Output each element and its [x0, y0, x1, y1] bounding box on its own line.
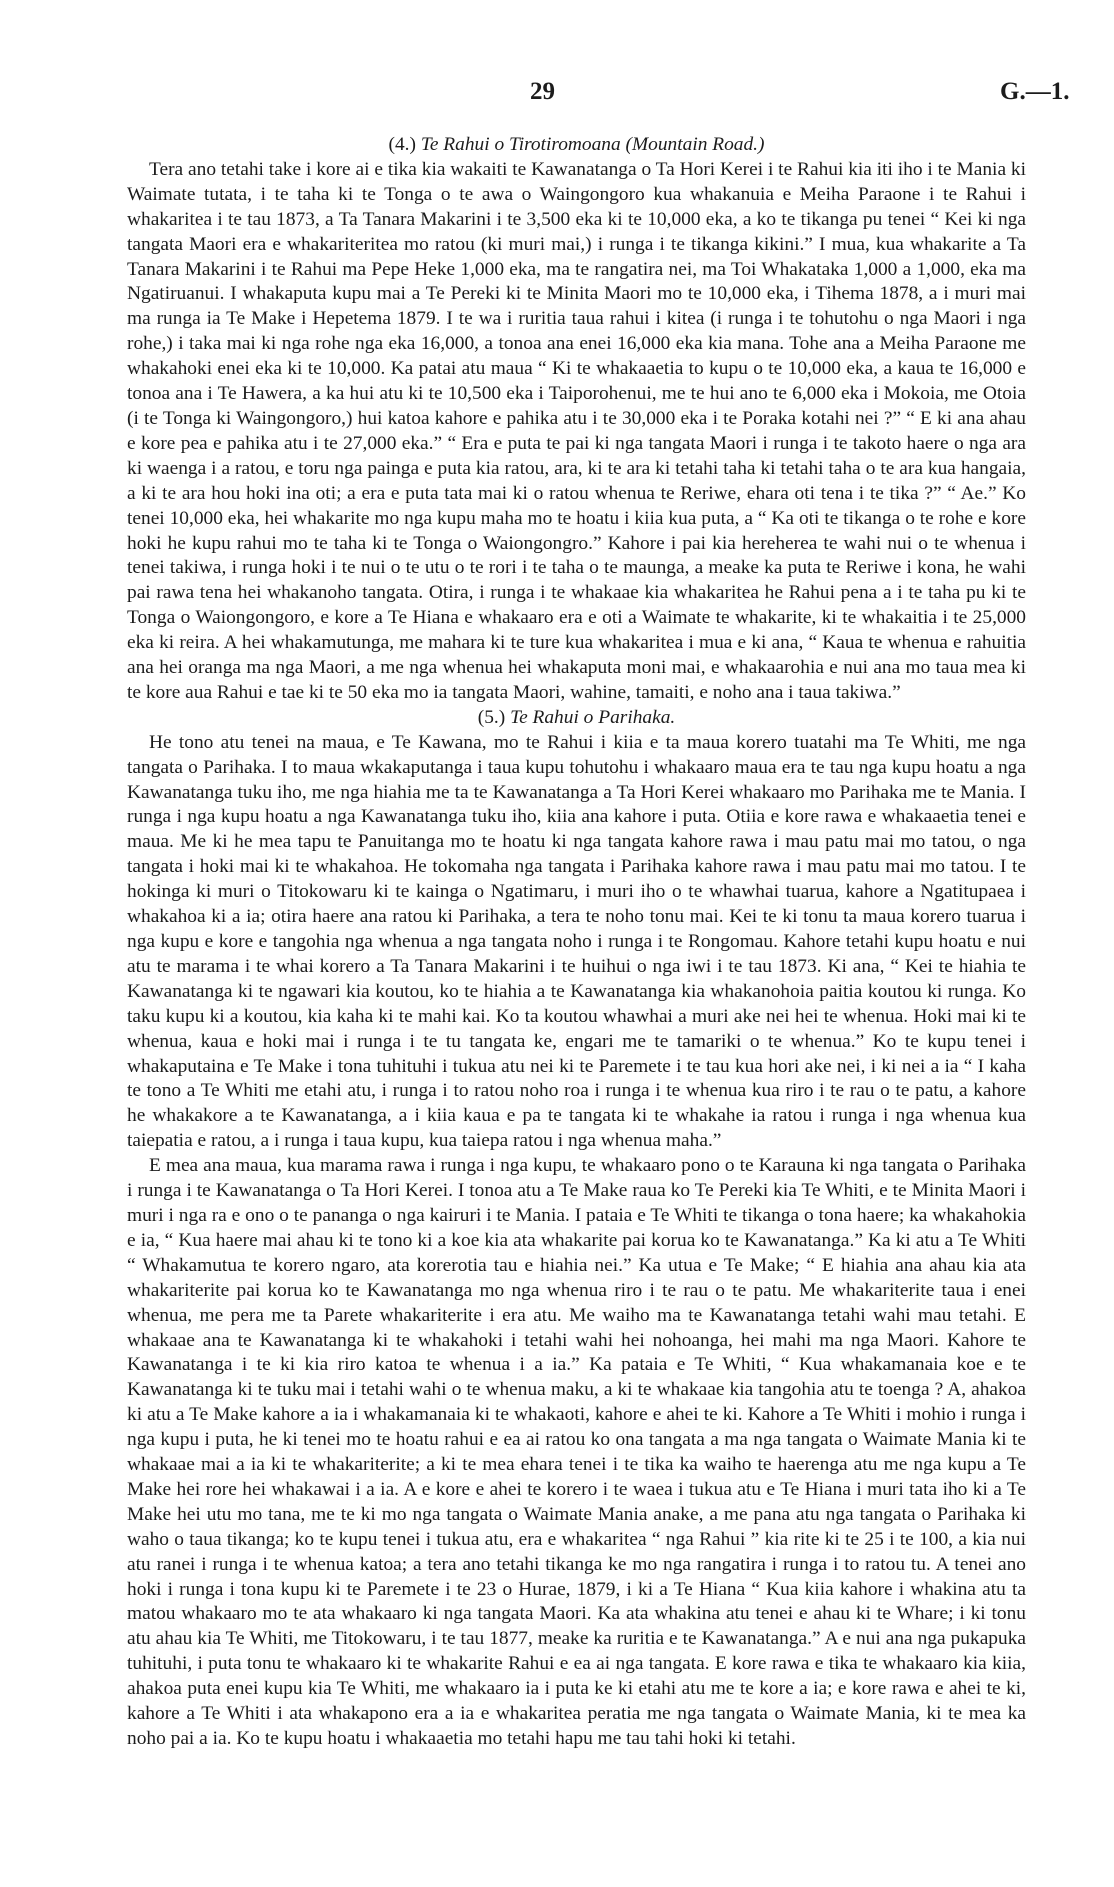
- section-heading-5: [127, 706, 1026, 731]
- section-number: (5.): [477, 706, 506, 728]
- paragraph: E mea ana maua, kua marama rawa i runga i nga kupu, te whakaaro pono o te Karauna ki nga tangata o Parihaka i runga i te Kawanatanga o Ta Hori Kerei. I tonoa atu a Te Make raua ko Te Pereki kia Te Whiti, e te Minita Maori i muri i nga ra e ono o te pananga o nga kairuri i te Mania. I pataia e Te Whiti te tikanga o tona haere; ka whakahokia e ia, “ Kua haere mai ahau ki te tono ki a koe kia ata whakarite pai korua ko te Kawanatanga.” Ka ki atu a Te Whiti “ Whakamutua te korero ngaro, ata korerotia tau e hiahia nei.” Ka utua e Te Make; “ E hiahia ana ahau kia ata whakariterite pai korua ko te Kawanatanga mo nga whenua riro i te rau o te patu. Me whakariterite taua i enei whenua, me pera me ta Parete whakariterite i era atu. Me waiho ma te Kawanatanga tetahi wahi mau tetahi. E whakaae ana te Kawanatanga ki te whakahoki i tetahi wahi hei nohoanga, hei mahi ma nga Maori. Kahore te Kawanatanga i te ki kia riro katoa te whenua i a ia.” Ka pataia e Te Whiti, “ Kua whakamanaia koe e te Kawanatanga ki te tuku mai i tetahi wahi o te whenua maku, a ki te whakaae kia tangohia atu te toenga ? A, ahakoa ki atu a Te Make kahore a ia i whakamanaia ki te whakaoti, kahore e ahei te ki. Kahore a Te Whiti i mohio i runga i nga kupu i puta, he ki tenei mo te hoatu rahui e ea ai ratou ko ona tangata a ma nga tangata o Waimate Mania ki te whakaae mai a ia ki te whakariterite; a ki te mea ehara tenei i te tika ka waiho te haerenga atu me nga kupu a Te Make hei rore hei whakawai i a ia. A e kore e ahei te korero i te waea i tukua atu e Te Hiana i muri tata iho ki a Te Make hei utu mo tana, me te ki mo nga tangata o Waimate Mania anake, a me pana atu nga tangata o Parihaka ki waho o taua tikanga; ko te kupu tenei i tukua atu, era e whakaritea “ nga Rahui ” kia rite ki te 25 i te 100, a kia nui atu ranei i runga i te whenua katoa; a tera ano tetahi tikanga ke mo nga rangatira i runga i to ratou tu. A tenei ano hoki i runga i tona kupu ki te Paremete i te 23 o Hurae, 1879, i ki a Te Hiana “ Kua kiia kahore i whakina atu ta matou whakaaro mo te ata whakaaro ki nga tangata Maori. Ka ata whakina atu tenei e ahau ki te Whare; i ki tonu atu ahau kia Te Whiti, me Titokowaru, i te tau 1877, meake ka ruritia e te Kawanatanga.” A e nui ana nga pukapuka tuhituhi, i puta tonu te whakaaro ki te whakarite Rahui e ea ai nga tangata. E kore rawa e tika te whakaaro kia kiia, ahakoa puta enei kupu kia Te Whiti, me whakaaro ia i puta ke ki etahi atu me te kore a ia; e kore rawa e ahei te ki, kahore a Te Whiti i ata whakapono era a ia e whakaritea peratia me nga tangata o Waimate Mania, ki te mea ka noho pai a ia. Ko te kupu hoatu i whakaaetia mo tetahi hapu me tau tahi hoki ki tetahi.: [127, 1155, 1026, 1749]
- document-reference: G.—1.: [1000, 78, 1070, 105]
- document-body: [127, 133, 1026, 1752]
- section-title: Te Rahui o Tirotiromoana (Mountain Road.): [420, 134, 765, 155]
- section-heading-4: [127, 133, 1026, 158]
- section-number: (4.): [388, 134, 416, 155]
- paragraph: He tono atu tenei na maua, e Te Kawana, mo te Rahui i kiia e ta maua korero tuatahi ma Te Whiti, me nga tangata o Parihaka. I to maua wkakaputanga i taua kupu tohutohu i whakaaro maua era te tau nga kupu hoatu a nga Kawanatanga tuku iho, me nga hiahia me ta te Kawanatanga a Ta Hori Kerei whakaaro mo Parihaka me te Mania. I runga i nga kupu hoatu a nga Kawanatanga tuku iho, kiia ana kahore i puta. Otiia e kore rawa e whakaaetia tenei e maua. Me ki he mea tapu te Panuitanga mo te hoatu ki nga tangata kahore rawa i mau patu mai mo tatou, o nga tangata i hoki mai ki te whakahoa. He tokomaha nga tangata i Parihaka kahore rawa i mau patu mai mo tatou. I te hokinga ki muri o Titokowaru ki te kainga o Ngatimaru, i muri iho o te whawhai tuarua, kahore a Ngatitupaea i whakahoa ki a ia; otira haere ana ratou ki Parihaka, a tera te noho tonu mai. Kei te ki tonu ta maua korero tuarua i nga kupu e kore e tangohia nga whenua a nga tangata noho i runga i te Rongomau. Kahore tetahi kupu hoatu e nui atu te marama i te whai korero a Ta Tanara Makarini i te huihui o nga iwi i te tau 1873. Ki ana, “ Kei te hiahia te Kawanatanga ki te ngawari kia koutou, ko te hiahia a te Kawanatanga kia whakanohoia paitia koutou ki runga. Ko taku kupu ki a koutou, kia kaha ki te mahi kai. Ko ta koutou whawhai a muri ake nei hei te whenua. Hoki mai ki te whenua, kaua e hoki mai i runga i te tu tangata ke, engari me te tamariki o te whenua.” Ko te kupu tenei i whakaputaina e Te Make i tona tuhituhi i tukua atu nei ki te Paremete i te tau kua hori ake nei, i ki nei a ia “ I kaha te tono a Te Whiti me etahi atu, i runga i to ratou noho roa i runga i te whenua kua riro i te rau o te patu, a kahore he whakakore a te Kawanatanga, a i kiia kaua e pa te tangata ki te whakahe ia ratou i runga i nga whenua kua taiepatia e ratou, a i runga i taua kupu, kua taiepa ratou i nga whenua maha.”: [127, 731, 1026, 1152]
- section-title: Te Rahui o Parihaka.: [510, 706, 676, 728]
- page-number: 29: [530, 78, 555, 105]
- paragraph: Tera ano tetahi take i kore ai e tika kia wakaiti te Kawanatanga o Ta Hori Kerei i te Rahui kia iti iho i te Mania ki Waimate tutata, i te taha ki te Tonga o te awa o Waingongoro kua whakanuia e Meiha Paraone i te Rahui i whakaritea i te tau 1873, a Ta Tanara Makarini i te 3,500 eka ki te 10,000 eka, a ko te tikanga pu tenei “ Kei ki nga tangata Maori era e whakariteritea mo ratou (ki muri mai,) i runga i te tikanga kikini.” I mua, kua whakarite a Ta Tanara Makarini i te Rahui ma Pepe Heke 1,000 eka, ma te rangatira nei, ma Toi Whakataka 1,000 a 1,000, eka ma Ngatiruanui. I whakaputa kupu mai a Te Pereki ki te Minita Maori mo te 10,000 eka, i Tihema 1878, a i muri mai ma runga ia Te Make i Hepetema 1879. I te wa i ruritia taua rahui i kitea (i runga i te tohutohu o nga Maori i nga rohe,) i taka mai ki nga rohe nga eka 16,000, a tonoa ana enei 16,000 eka kia mana. Tohe ana a Meiha Paraone me whakahoki enei eka ki te 10,000. Ka patai atu maua “ Ki te whakaaetia to kupu o te 10,000 eka, a kaua te 16,000 e tonoa ana i Te Hawera, a ka hui atu ki te 10,500 eka i Taiporohenui, me te hui ano te 6,000 eka i Mokoia, me Otoia (i te Tonga ki Waingongoro,) hui katoa kahore e pahika atu i te 30,000 eka i te Poraka kotahi nei ?” “ E ki ana ahau e kore pea e pahika atu i te 27,000 eka.” “ Era e puta te pai ki nga tangata Maori i runga i te takoto haere o nga ara ki waenga i a ratou, e toru nga painga e puta kia ratou, ara, ki te ara ki tetahi taha ki tetahi taha o te ara kua hangaia, a ki te ara hou hoki ina oti; a era e puta tata mai ki o ratou whenua te Reriwe, ehara oti tena i te tika ?” “ Ae.” Ko tenei 10,000 eka, hei whakarite mo nga kupu maha mo te hoatu i kiia kua puta, a “ Ka oti te tikanga o te rohe e kore hoki he kupu rahui mo te taha ki te Tonga o Waiongongro.” Kahore i pai kia hereherea te wahi nui o te whenua i tenei takiwa, i runga hoki i te nui o te utu o te rori i te taha o te maunga, a meake ka puta te Reriwe i kona, he wahi pai rawa tena hei whakanoho tangata. Otira, i runga i te whakaae kia whakaritea he Rahui pena a i te taha pu ki te Tonga o Waiongongoro, e kore a Te Hiana e whakaaro era e oti a Waimate te whakarite, ki te whakaitia i te 25,000 eka ki reira. A hei whakamutunga, me mahara ki te ture kua whakaritea i mua e ki ana, “ Kaua te whenua e rahuitia ana hei oranga ma nga Maori, a me nga whenua hei whakaputa moni mai, e whakaarohia e nui ana mo taua mea ki te kore aua Rahui e tae ki te 50 eka mo ia tangata Maori, wahine, tamaiti, e noho ana i taua takiwa.”: [127, 158, 1026, 703]
